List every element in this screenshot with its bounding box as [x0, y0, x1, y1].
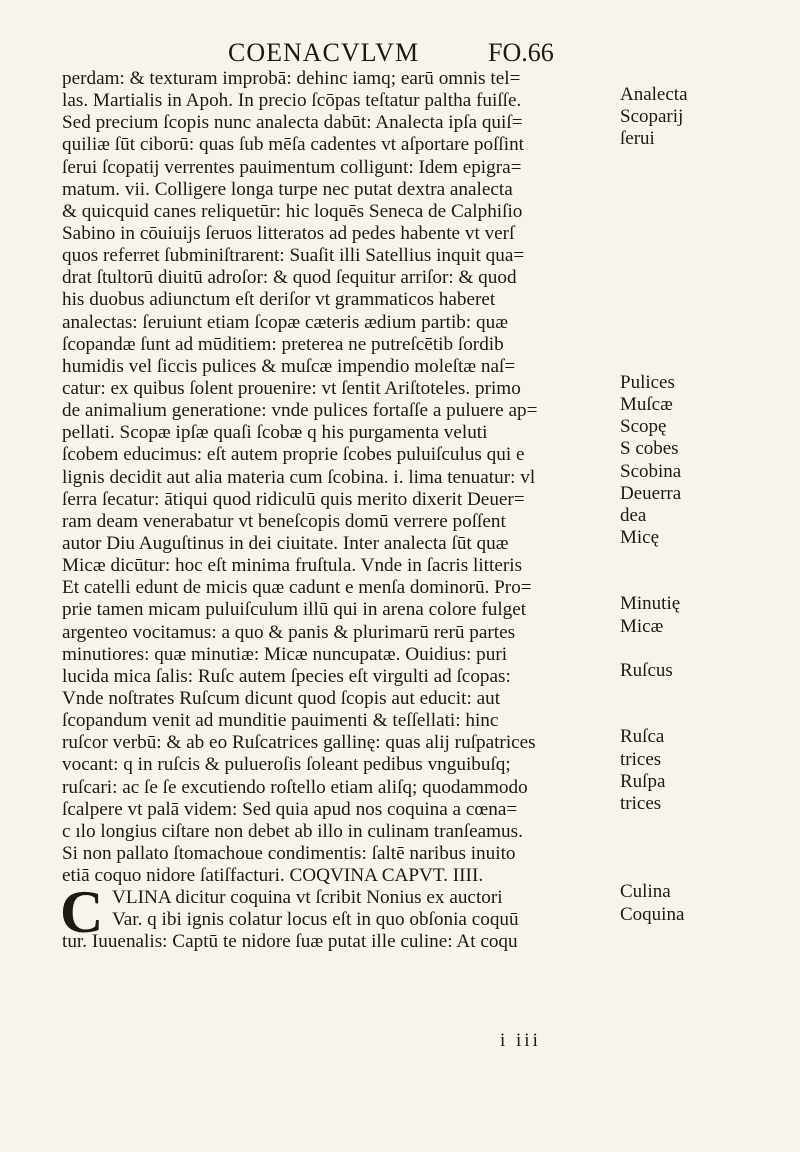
marginal-note: Coquina [620, 903, 685, 925]
marginal-note: Minutię [620, 593, 681, 615]
marginal-note: Ruſcus [620, 659, 673, 681]
marginal-note: Ruſca [620, 726, 665, 748]
chapter-opening [60, 879, 642, 953]
marginal-note: trices [620, 792, 662, 814]
marginal-note: ſerui [620, 128, 655, 150]
text-line: Si non pallato ſtomachoue condimentis: ſaltē naribus inuito [62, 842, 516, 864]
text-line: lucida mica ſalis: Ruſc autem ſpecies eſt virgulti ad ſcopas: [62, 665, 511, 687]
chapter-line: VLINA dicitur coquina vt ſcribit Nonius ex auctori [112, 887, 503, 909]
marginal-note: S cobes [620, 438, 679, 460]
drop-cap-initial: C [60, 879, 104, 946]
marginal-note: Analecta [620, 84, 688, 105]
text-line: ſerui ſcopatij verrentes pauimentum colligunt: Idem epigra= [62, 156, 522, 178]
marginal-note: Scoparij [620, 106, 684, 128]
text-line: de animalium generatione: vnde pulices fortaſſe a puluere ap= [62, 400, 538, 422]
text-line: Et catelli edunt de micis quæ cadunt e menſa dominorū. Pro= [62, 577, 532, 599]
text-line: Micæ dicūtur: hoc eſt minima fruſtula. Vnde in ſacris litteris [62, 555, 523, 577]
marginal-note: Scopę [620, 416, 667, 438]
text-line: c ılo longius ciſtare non debet ab illo in culinam tranſeamus. [62, 820, 523, 842]
main-text-block [62, 68, 642, 954]
marginal-note: Muſcæ [620, 394, 673, 416]
marginal-note: trices [620, 748, 662, 770]
text-line: ruſcari: ac ſe ſe excutiendo roſtello etiam aliſq; quodammodo [62, 776, 528, 798]
marginal-note: Deuerra [620, 482, 682, 504]
text-line: quos referret ſubminiſtrarent: Suaſit illi Satellius inquit qua= [62, 245, 525, 267]
marginal-note: Scobina [620, 460, 682, 482]
text-line: minutiores: quæ minutiæ: Micæ nuncupatæ. Ouidius: puri [62, 643, 508, 665]
running-title: COENACVLVM [228, 38, 420, 67]
text-line: las. Martialis in Apoh. In precio ſcōpas teſtatur paltha fuiſſe. [62, 90, 522, 112]
text-line: perdam: & texturam improbā: dehinc iamq; earū omnis tel= [62, 68, 521, 89]
marginal-note: Pulices [620, 371, 675, 393]
text-line: Sabino in cōuiuijs ſeruos litteratos ad pedes habente vt verſ [62, 222, 515, 244]
marginal-note: Micæ [620, 615, 664, 637]
text-line: catur: ex quibus ſolent prouenire: vt ſentit Ariſtoteles. primo [62, 377, 521, 399]
text-line: ſcopandæ ſunt ad mūditiem: preterea ne putreſcētib ſordib [62, 333, 504, 355]
text-line: lignis decidit aut alia materia cum ſcobina. i. lima tenuatur: vl [62, 466, 536, 488]
text-line: & quicquid canes reliquetūr: hic loquēs Seneca de Calphiſio [62, 200, 523, 222]
text-line: humidis vel ſiccis pulices & muſcæ impendio moleſtæ naſ= [62, 355, 516, 377]
text-line: ſcopandum venit ad munditie pauimenti & teſſellati: hinc [62, 710, 499, 732]
text-line: ram deam venerabatur vt beneſcopis domū verrere poſſent [62, 510, 506, 532]
text-line: ſerra ſecatur: ātiqui quod ridiculū quis merito dixerit Deuer= [62, 488, 525, 510]
marginal-note: Ruſpa [620, 770, 666, 792]
text-line: argenteo vocitamus: a quo & panis & plurimarū rerū partes [62, 621, 516, 643]
text-line: Sed precium ſcopis nunc analecta dabūt: Analecta ipſa quiſ= [62, 112, 523, 134]
marginal-note: Micę [620, 527, 660, 548]
folio-number: FO.66 [488, 38, 554, 67]
text-line: vocant: q in ruſcis & pulueroſis ſoleant pedibus vnguibuſq; [62, 754, 511, 776]
marginal-note: Culina [620, 881, 671, 903]
text-line: matum. vii. Colligere longa turpe nec putat dextra analecta [62, 178, 513, 200]
text-line: Vnde noſtrates Ruſcum dicunt quod ſcopis aut educit: aut [62, 687, 501, 709]
text-line: ſcalpere vt palā videm: Sed quia apud nos coquina a cœna= [62, 798, 518, 820]
text-line: quiliæ ſūt ciborū: quas ſub mēſa cadentes vt aſportare poſſint [62, 134, 524, 156]
text-line: etiā coquo nidore ſatiſfacturi. COQVINA CAPVT. IIII. [62, 865, 484, 887]
text-line: his duobus adiunctum eſt deriſor vt grammaticos haberet [62, 289, 496, 311]
text-line: pellati. Scopæ ipſæ quaſi ſcobæ q his purgamenta veluti [62, 422, 488, 444]
text-line: prie tamen micam puluiſculum illū qui in arena colore fulget [62, 599, 527, 621]
text-line: ruſcor verbū: & ab eo Ruſcatrices gallinę: quas alij ruſpatrices [62, 732, 536, 754]
text-line: autor Diu Auguſtinus in dei ciuitate. Inter analecta ſūt quæ [62, 532, 509, 554]
chapter-line: Var. q ibi ignis colatur locus eſt in quo obſonia coquū [112, 909, 519, 931]
page-header [0, 38, 800, 68]
text-line: drat ſtultorū diuitū adroſor: & quod ſequitur arriſor: & quod [62, 267, 517, 289]
marginal-note: dea [620, 504, 647, 526]
signature-mark: i iii [500, 1030, 541, 1051]
text-line: analectas: ſeruiunt etiam ſcopæ cæteris ædium partib: quæ [62, 311, 509, 333]
text-line: ſcobem educimus: eſt autem proprie ſcobes puluiſculus qui e [62, 444, 525, 466]
chapter-line: tur. Iuuenalis: Captū te nidore ſuæ putat ille culine: At coqu [62, 931, 518, 953]
